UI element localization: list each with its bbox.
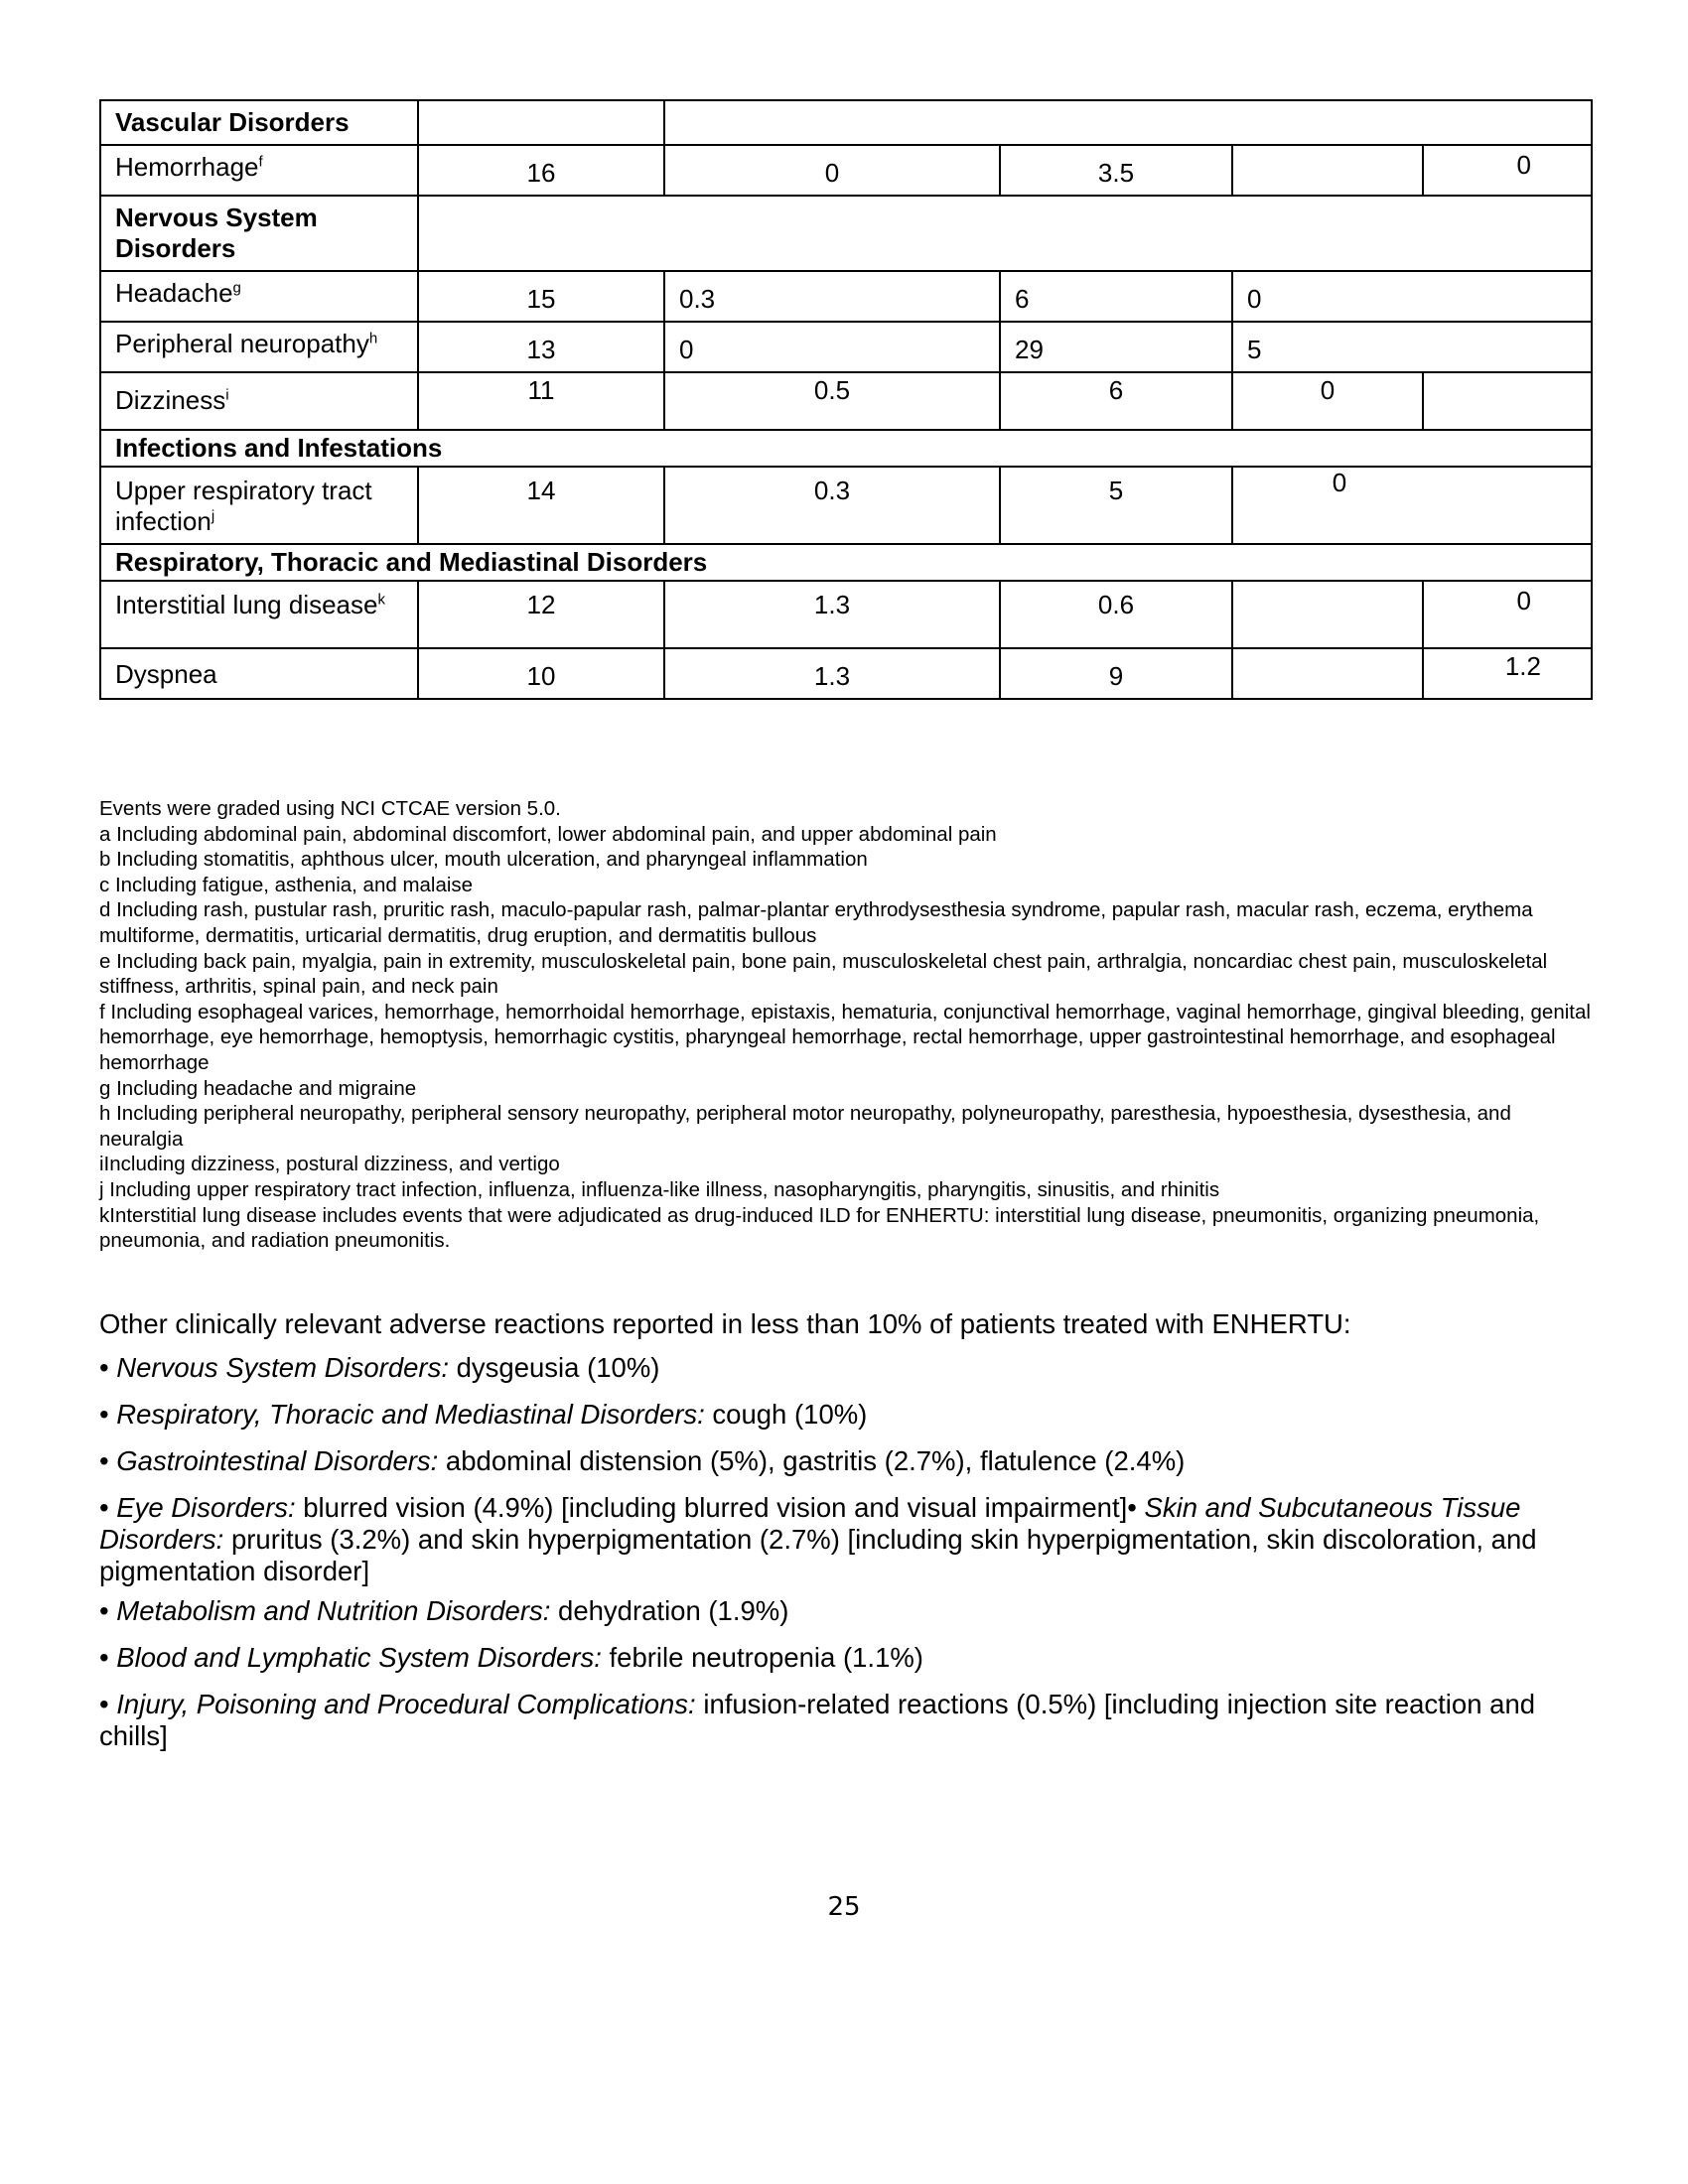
table-row: [100, 100, 1592, 145]
item-text: abdominal distension (5%), gastritis (2.7%), flatulence (2.4%): [438, 1445, 1186, 1476]
item-text: dysgeusia (10%): [448, 1352, 660, 1383]
bullet: •: [99, 1595, 109, 1626]
table-cell: 3.5: [1000, 145, 1232, 196]
bullet: •: [99, 1642, 109, 1673]
row-label: Dizziness$^i$: [100, 372, 418, 430]
row-label: Peripheral neuropathy$^h$: [100, 322, 418, 372]
table-cell: 5: [1232, 322, 1592, 372]
table-row: [100, 648, 1592, 699]
page-number: 25: [827, 1892, 861, 1922]
bullet: •: [1127, 1492, 1137, 1523]
table-row: [100, 372, 1592, 430]
list-item: [99, 1445, 1609, 1477]
section-heading: Respiratory, Thoracic and Mediastinal Disorders: [100, 544, 1592, 581]
footnote: a Including abdominal pain, abdominal discomfort, lower abdominal pain, and upper abdominal pain: [99, 822, 997, 846]
row-label: Dyspnea: [100, 648, 418, 699]
category-label: Gastrointestinal Disorders:: [116, 1445, 439, 1476]
category-label: Blood and Lymphatic System Disorders:: [116, 1642, 602, 1673]
intro-text: Other clinically relevant adverse reactions reported in less than 10% of patients treated with ENHERTU:: [99, 1308, 1351, 1339]
table-row: [100, 544, 1592, 581]
table-cell: 0.5: [664, 372, 1000, 430]
table-cell: 5: [1000, 467, 1232, 544]
table-row: [100, 430, 1592, 467]
table-row: [100, 467, 1592, 544]
table-cell: 11: [418, 372, 664, 430]
table-cell: 6: [1000, 271, 1232, 322]
bullet: •: [99, 1445, 109, 1476]
footnote: h Including peripheral neuropathy, peripheral sensory neuropathy, peripheral motor neuropathy, polyneuropathy, paresthesia, hypoesthesia, dysesthesia, and neuralgia: [99, 1102, 1511, 1151]
table-cell: 29: [1000, 322, 1232, 372]
list-item: [99, 1399, 1609, 1431]
table-row: [100, 196, 1592, 271]
item-text: cough (10%): [704, 1399, 868, 1430]
footnote: kInterstitial lung disease includes events that were adjudicated as drug-induced ILD for ENHERTU: interstitial lung disease, pneumonitis, organizing pneumonia,: [99, 1203, 1540, 1227]
table-cell: 0.3: [664, 467, 1000, 544]
table-cell: 0.6: [1000, 581, 1232, 648]
category-label: Nervous System Disorders:: [116, 1352, 449, 1383]
table-cell: 6: [1000, 372, 1232, 430]
table-cell: 9: [1000, 648, 1232, 699]
bullet: •: [99, 1492, 109, 1523]
bullet: •: [99, 1399, 109, 1430]
item-text: febrile neutropenia (1.1%): [601, 1642, 923, 1673]
item-text: infusion-related reactions (0.5%) [including injection site reaction and chills]: [99, 1689, 1536, 1751]
category-label: Eye Disorders:: [116, 1492, 296, 1523]
item-text: blurred vision (4.9%) [including blurred vision and visual impairment]: [295, 1492, 1128, 1523]
table-cell: 14: [418, 467, 664, 544]
category-label: Injury, Poisoning and Procedural Complications:: [116, 1689, 696, 1719]
list-item: [99, 1492, 1609, 1587]
table-footnotes: [99, 796, 1599, 1254]
footnote: Events were graded using NCI CTCAE version 5.0.: [99, 797, 561, 820]
other-adverse-reactions: [99, 1308, 1609, 1767]
item-text: dehydration (1.9%): [550, 1595, 789, 1626]
table-cell: 12: [418, 581, 664, 648]
table-row: [100, 271, 1592, 322]
table-cell: 0: [1232, 271, 1592, 322]
footnote: c Including fatigue, asthenia, and malaise: [99, 873, 474, 896]
bullet: •: [99, 1689, 109, 1719]
bullet: •: [99, 1352, 109, 1383]
footnote: j Including upper respiratory tract infection, influenza, influenza-like illness, nasopharyngitis, pharyngitis, sinusitis, and rhinitis: [99, 1177, 1220, 1201]
row-label: Hemorrhage$^f$: [100, 145, 418, 196]
item-text: pruritus (3.2%) and skin hyperpigmentation (2.7%) [including skin hyperpigmentation, skin discoloration, and pigmentation disorder]: [99, 1524, 1537, 1586]
footnote: g Including headache and migraine: [99, 1076, 417, 1100]
table-cell: 10: [418, 648, 664, 699]
section-heading: Nervous System Disorders: [100, 196, 418, 271]
section-heading: Vascular Disorders: [100, 100, 418, 145]
table-row: [100, 322, 1592, 372]
list-item: [99, 1595, 1609, 1627]
table-row: [100, 145, 1592, 196]
footnote: iIncluding dizziness, postural dizziness, and vertigo: [99, 1153, 560, 1176]
table-cell: 0: [664, 322, 1000, 372]
category-label: Respiratory, Thoracic and Mediastinal Disorders:: [116, 1399, 705, 1430]
table-cell: 13: [418, 322, 664, 372]
adverse-reactions-table: [99, 99, 1593, 700]
table-cell: 15: [418, 271, 664, 322]
footnote: e Including back pain, myalgia, pain in extremity, musculoskeletal pain, bone pain, musculoskeletal chest pain, arthralgia, noncardiac chest pain, musculoskeletal stiffness, arthritis, spinal pain, and neck pain: [99, 949, 1548, 999]
row-label: Interstitial lung disease$^k$: [100, 581, 418, 648]
table-cell: 16: [418, 145, 664, 196]
category-label: Skin and Subcutaneous Tissue Disorders:: [99, 1492, 1521, 1555]
list-item: [99, 1642, 1609, 1674]
category-label: Metabolism and Nutrition Disorders:: [116, 1595, 551, 1626]
table-cell: 0: [1423, 145, 1592, 196]
section-heading: Infections and Infestations: [100, 430, 1592, 467]
table-cell: 0.3: [664, 271, 1000, 322]
list-item: [99, 1689, 1609, 1752]
table-cell: 0: [664, 145, 1000, 196]
table-cell: 1.2: [1423, 648, 1592, 699]
table-row: [100, 581, 1592, 648]
footnote: f Including esophageal varices, hemorrhage, hemorrhoidal hemorrhage, epistaxis, hematuria, conjunctival hemorrhage, vaginal hemorrhage, gingival bleeding, genital hemorrhage, eye hemorrhage, hemoptysis, hemorrhagic cystitis, pharyngeal hemorrhage, rectal hemorrhage, upper gastrointestinal hemorrhage, and esophageal hemorrhage: [99, 1000, 1591, 1074]
table-cell: 0: [1232, 372, 1423, 430]
footnote: pneumonia, and radiation pneumonitis.: [99, 1229, 451, 1253]
table-cell: 0: [1232, 467, 1592, 544]
list-item: [99, 1352, 1609, 1384]
table-cell: 1.3: [664, 648, 1000, 699]
table-cell: 1.3: [664, 581, 1000, 648]
row-label: Upper respiratory tract infection$^j$: [100, 467, 418, 544]
table-cell: 0: [1423, 581, 1592, 648]
row-label: Headache$^g$: [100, 271, 418, 322]
footnote: b Including stomatitis, aphthous ulcer, mouth ulceration, and pharyngeal inflammation: [99, 848, 868, 872]
footnote: d Including rash, pustular rash, pruritic rash, maculo-papular rash, palmar-plantar erythrodysesthesia syndrome, papular rash, macular rash, eczema, erythema multiforme, dermatitis, urticarial dermatitis, drug eruption, and dermatitis bullous: [99, 898, 1533, 947]
